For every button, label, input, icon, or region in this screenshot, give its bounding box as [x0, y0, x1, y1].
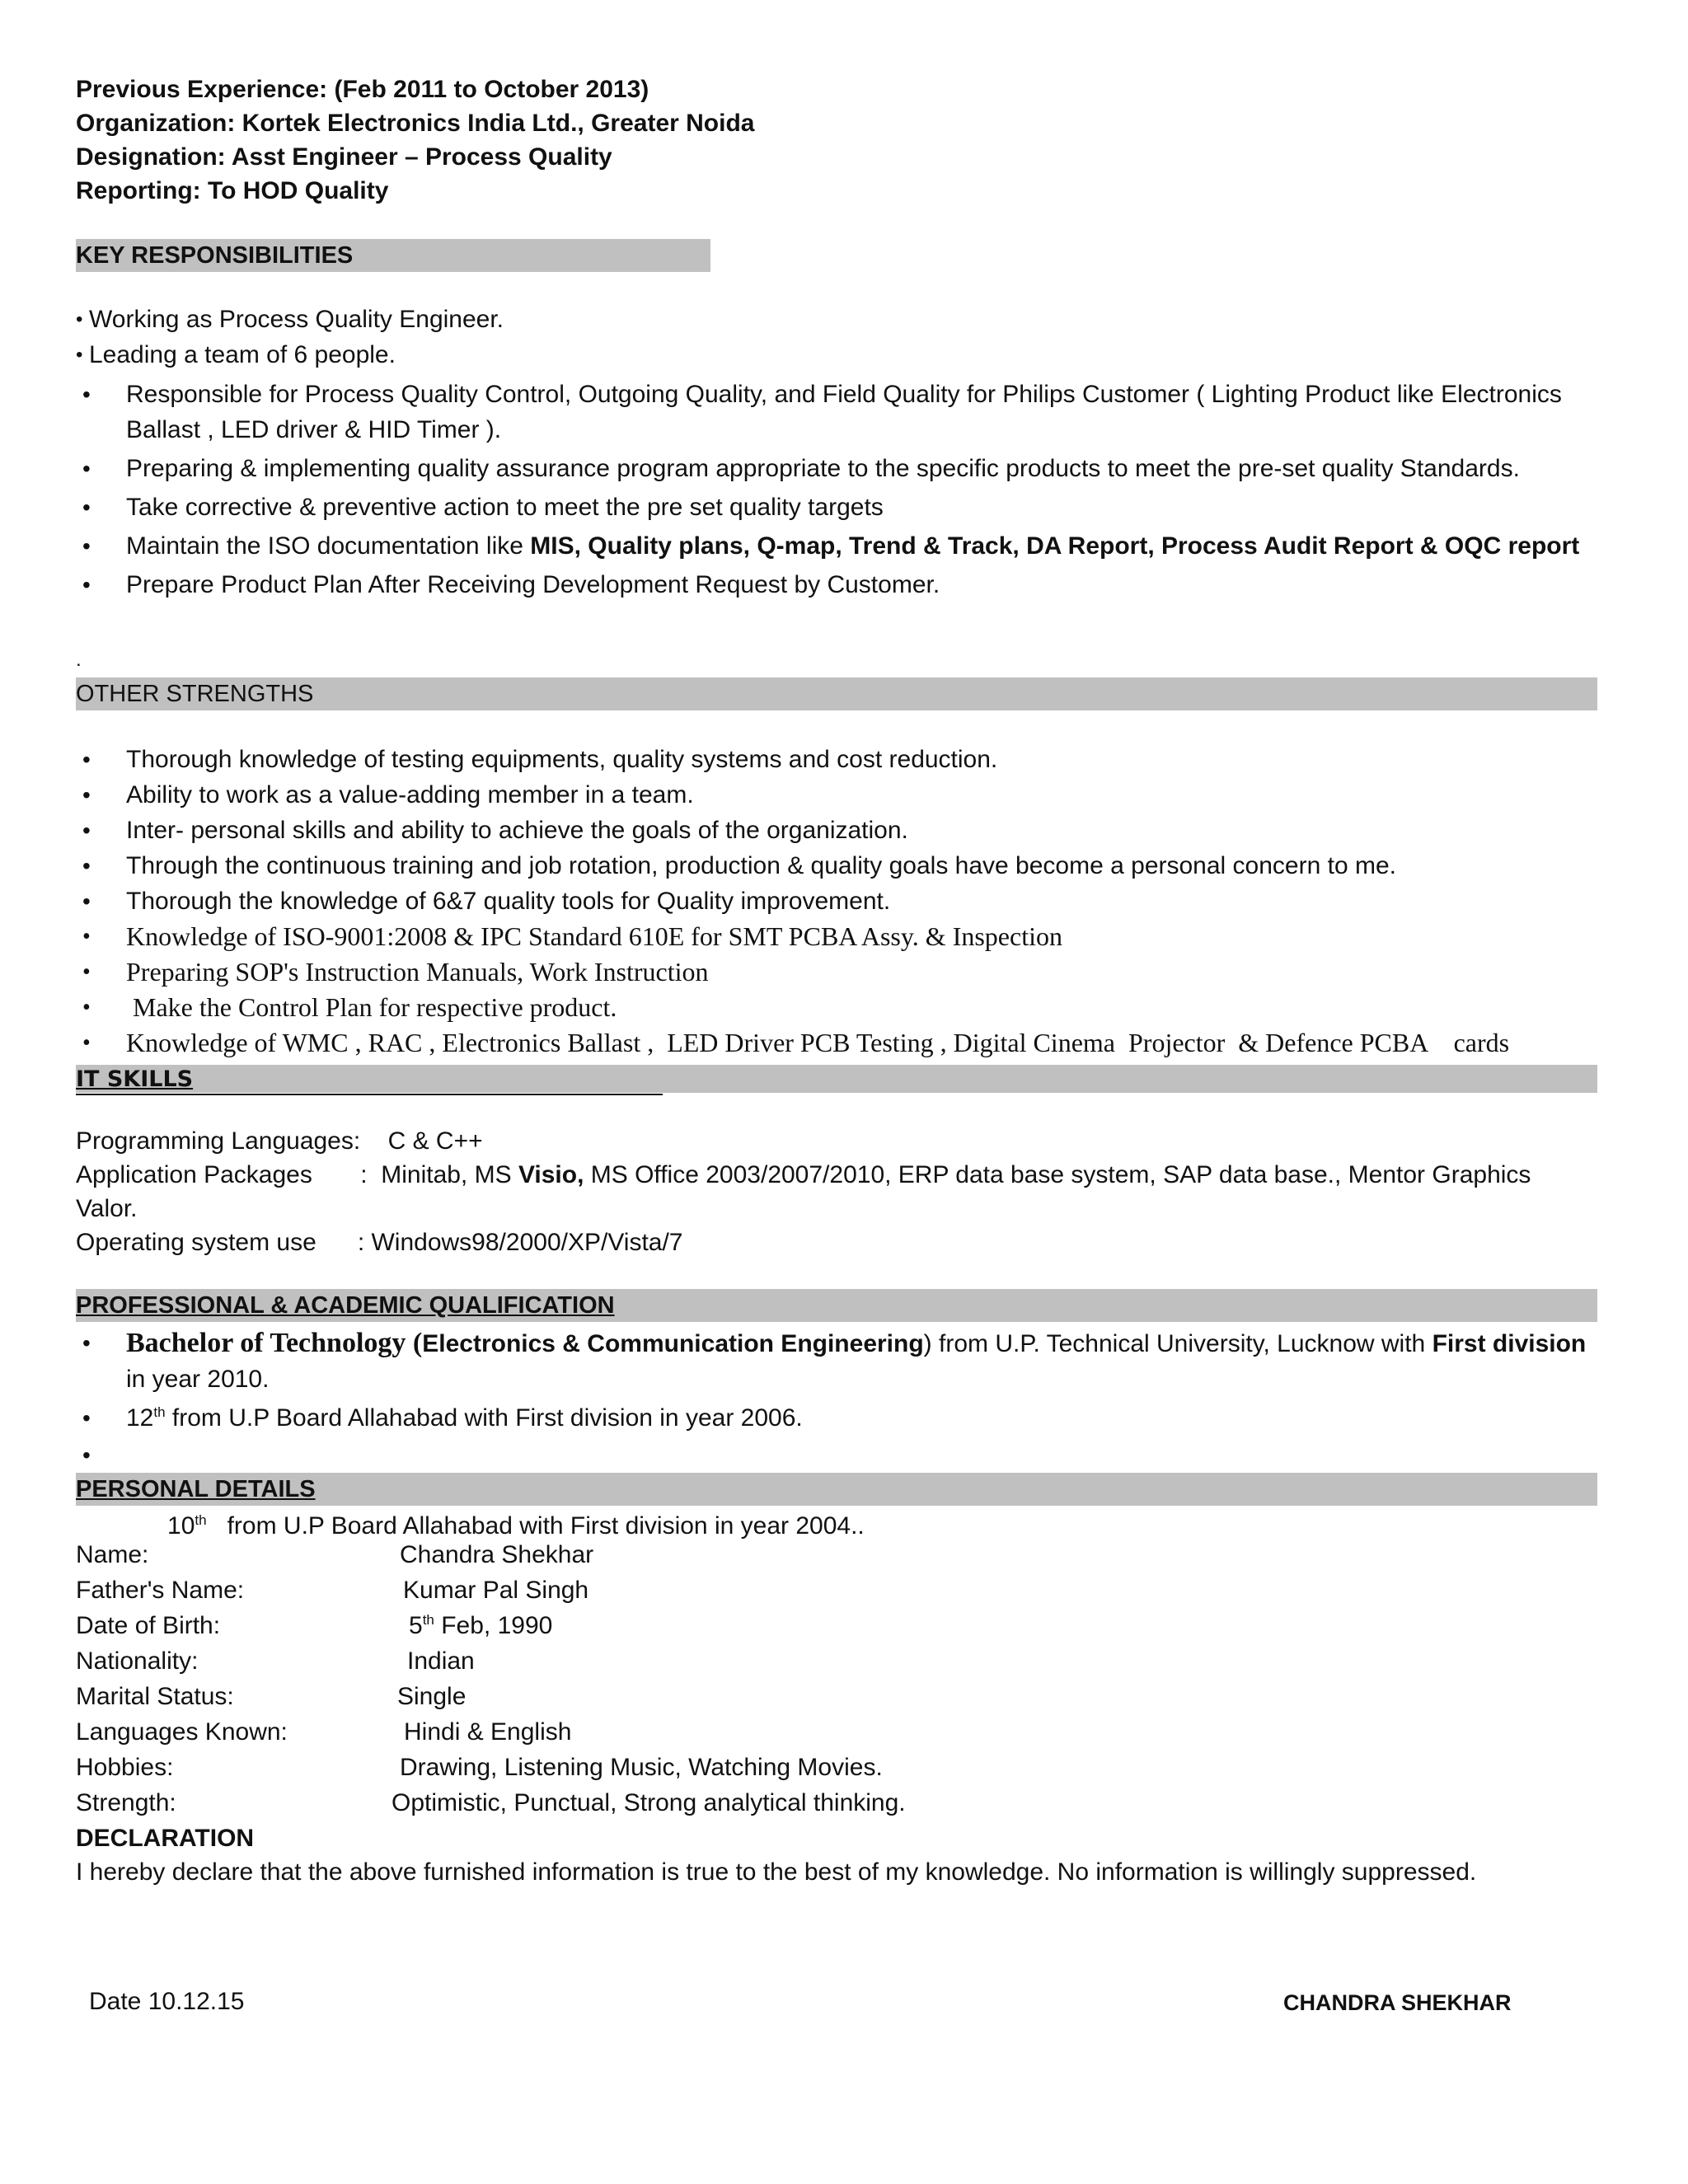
list-item: • Preparing & implementing quality assurance program appropriate to the specific products to meet the pre-set quality Standards. — [76, 451, 1601, 486]
personal-row-languages: Languages Known: Hindi & English — [76, 1718, 572, 1746]
list-item: • Take corrective & preventive action to meet the pre set quality targets — [76, 490, 1601, 525]
bullet-icon: • — [82, 494, 91, 520]
personal-details-heading — [76, 1473, 1597, 1506]
declaration-section — [76, 1821, 1625, 1889]
qualification-title: PROFESSIONAL & ACADEMIC QUALIFICATION — [76, 1292, 615, 1319]
personal-row-nationality: Nationality: Indian — [76, 1647, 475, 1675]
it-skills-title: IT SKILLS — [76, 1066, 663, 1095]
list-item: • Knowledge of WMC , RAC , Electronics Ballast , LED Driver PCB Testing , Digital Cinema Projector & Defence PCBA cards — [76, 1025, 1601, 1061]
programming-languages-row: Programming Languages: C & C++ — [76, 1127, 483, 1155]
list-item: • Through the continuous training and job rotation, production & quality goals have become a personal concern to me. — [76, 848, 1601, 883]
bullet-icon: • — [82, 747, 91, 772]
footer-date: Date 10.12.15 — [89, 1988, 245, 2015]
list-item: • Inter- personal skills and ability to achieve the goals of the organization. — [76, 813, 1601, 848]
key-responsibilities-title: KEY RESPONSIBILITIES — [76, 242, 354, 269]
bullet-icon: • — [82, 572, 91, 598]
bullet-icon: • — [82, 924, 91, 949]
declaration-text: I hereby declare that the above furnished information is true to the best of my knowledge. No information is willingly suppressed. — [76, 1858, 1477, 1886]
stray-period: . — [76, 649, 82, 671]
designation: Designation: Asst Engineer – Process Quality — [76, 143, 612, 171]
list-item: • Responsible for Process Quality Control, Outgoing Quality, and Field Quality for Philips Customer ( Lighting Product like Electronics Ballast , LED driver & HID Timer ). — [76, 377, 1601, 448]
bullet-icon: • — [82, 818, 91, 843]
list-item: • Prepare Product Plan After Receiving Development Request by Customer. — [76, 567, 1601, 602]
list-item: • Working as Process Quality Engineer. — [76, 302, 1601, 337]
bullet-icon: • — [82, 1442, 91, 1468]
previous-experience: Previous Experience: (Feb 2011 to October 2013) — [76, 76, 649, 103]
list-item: • Preparing SOP's Instruction Manuals, Work Instruction — [76, 954, 1601, 990]
list-item: • 12th from U.P Board Allahabad with First division in year 2006. — [76, 1400, 1601, 1436]
bullet-icon: • — [82, 1330, 91, 1356]
personal-details-table — [76, 1538, 1065, 1821]
bullet-icon: • — [82, 1030, 91, 1056]
other-strengths-heading — [76, 677, 1597, 710]
list-item: • Knowledge of ISO-9001:2008 & IPC Standard 610E for SMT PCBA Assy. & Inspection — [76, 919, 1601, 954]
personal-row-strength: Strength: Optimistic, Punctual, Strong analytical thinking. — [76, 1789, 906, 1816]
list-item: • Maintain the ISO documentation like MIS, Quality plans, Q-map, Trend & Track, DA Report, Process Audit Report & OQC report — [76, 528, 1601, 564]
personal-row-dob: Date of Birth: 5th Feb, 1990 — [76, 1612, 553, 1639]
it-skills-heading — [76, 1065, 1597, 1093]
bullet-icon: • — [76, 308, 83, 330]
declaration-title: DECLARATION — [76, 1825, 255, 1852]
list-item: • Ability to work as a value-adding member in a team. — [76, 777, 1601, 813]
list-item: • Bachelor of Technology (Electronics & Communication Engineering) from U.P. Technical University, Lucknow with First division in year 2010. — [76, 1325, 1601, 1397]
it-skills-content — [76, 1124, 1601, 1259]
bullet-icon: • — [82, 382, 91, 407]
list-item: • Make the Control Plan for respective product. — [76, 990, 1601, 1025]
organization: Organization: Kortek Electronics India Ltd., Greater Noida — [76, 110, 755, 137]
other-strengths-list — [76, 742, 1601, 1061]
bullet-icon: • — [82, 888, 91, 914]
key-responsibilities-heading — [76, 239, 710, 272]
personal-row-marital: Marital Status: Single — [76, 1683, 467, 1710]
bullet-icon: • — [82, 853, 91, 879]
key-responsibilities-short-list — [76, 302, 1601, 373]
personal-row-father: Father's Name: Kumar Pal Singh — [76, 1577, 589, 1604]
bullet-icon: • — [82, 456, 91, 481]
bullet-icon: • — [82, 959, 91, 985]
application-packages-continuation: Valor. — [76, 1195, 138, 1222]
operating-system-row: Operating system use : Windows98/2000/XP/Vista/7 — [76, 1229, 683, 1256]
bullet-icon: • — [82, 782, 91, 808]
experience-header — [76, 73, 1592, 208]
personal-row-hobbies: Hobbies: Drawing, Listening Music, Watching Movies. — [76, 1754, 883, 1781]
footer-signature-name: CHANDRA SHEKHAR — [1283, 1990, 1512, 2015]
list-item: • Thorough the knowledge of 6&7 quality tools for Quality improvement. — [76, 883, 1601, 919]
list-item: • Leading a team of 6 people. — [76, 337, 1601, 373]
list-item: • Thorough knowledge of testing equipments, quality systems and cost reduction. — [76, 742, 1601, 777]
qualification-heading — [76, 1289, 1597, 1322]
personal-row-name: Name: Chandra Shekhar — [76, 1541, 594, 1568]
list-item: • 10th from U.P Board Allahabad with First division in year 2004.. — [76, 1437, 1601, 1579]
personal-details-title: PERSONAL DETAILS — [76, 1476, 316, 1502]
bullet-icon: • — [82, 995, 91, 1020]
reporting: Reporting: To HOD Quality — [76, 177, 389, 204]
bullet-icon: • — [82, 533, 91, 559]
key-responsibilities-list — [76, 377, 1601, 602]
application-packages-row: Application Packages : Minitab, MS Visio, MS Office 2003/2007/2010, ERP data base system, SAP data base., Mentor Graphics — [76, 1161, 1531, 1188]
bullet-icon: • — [76, 344, 83, 366]
bullet-icon: • — [82, 1405, 91, 1431]
other-strengths-title: OTHER STRENGTHS — [76, 681, 314, 707]
